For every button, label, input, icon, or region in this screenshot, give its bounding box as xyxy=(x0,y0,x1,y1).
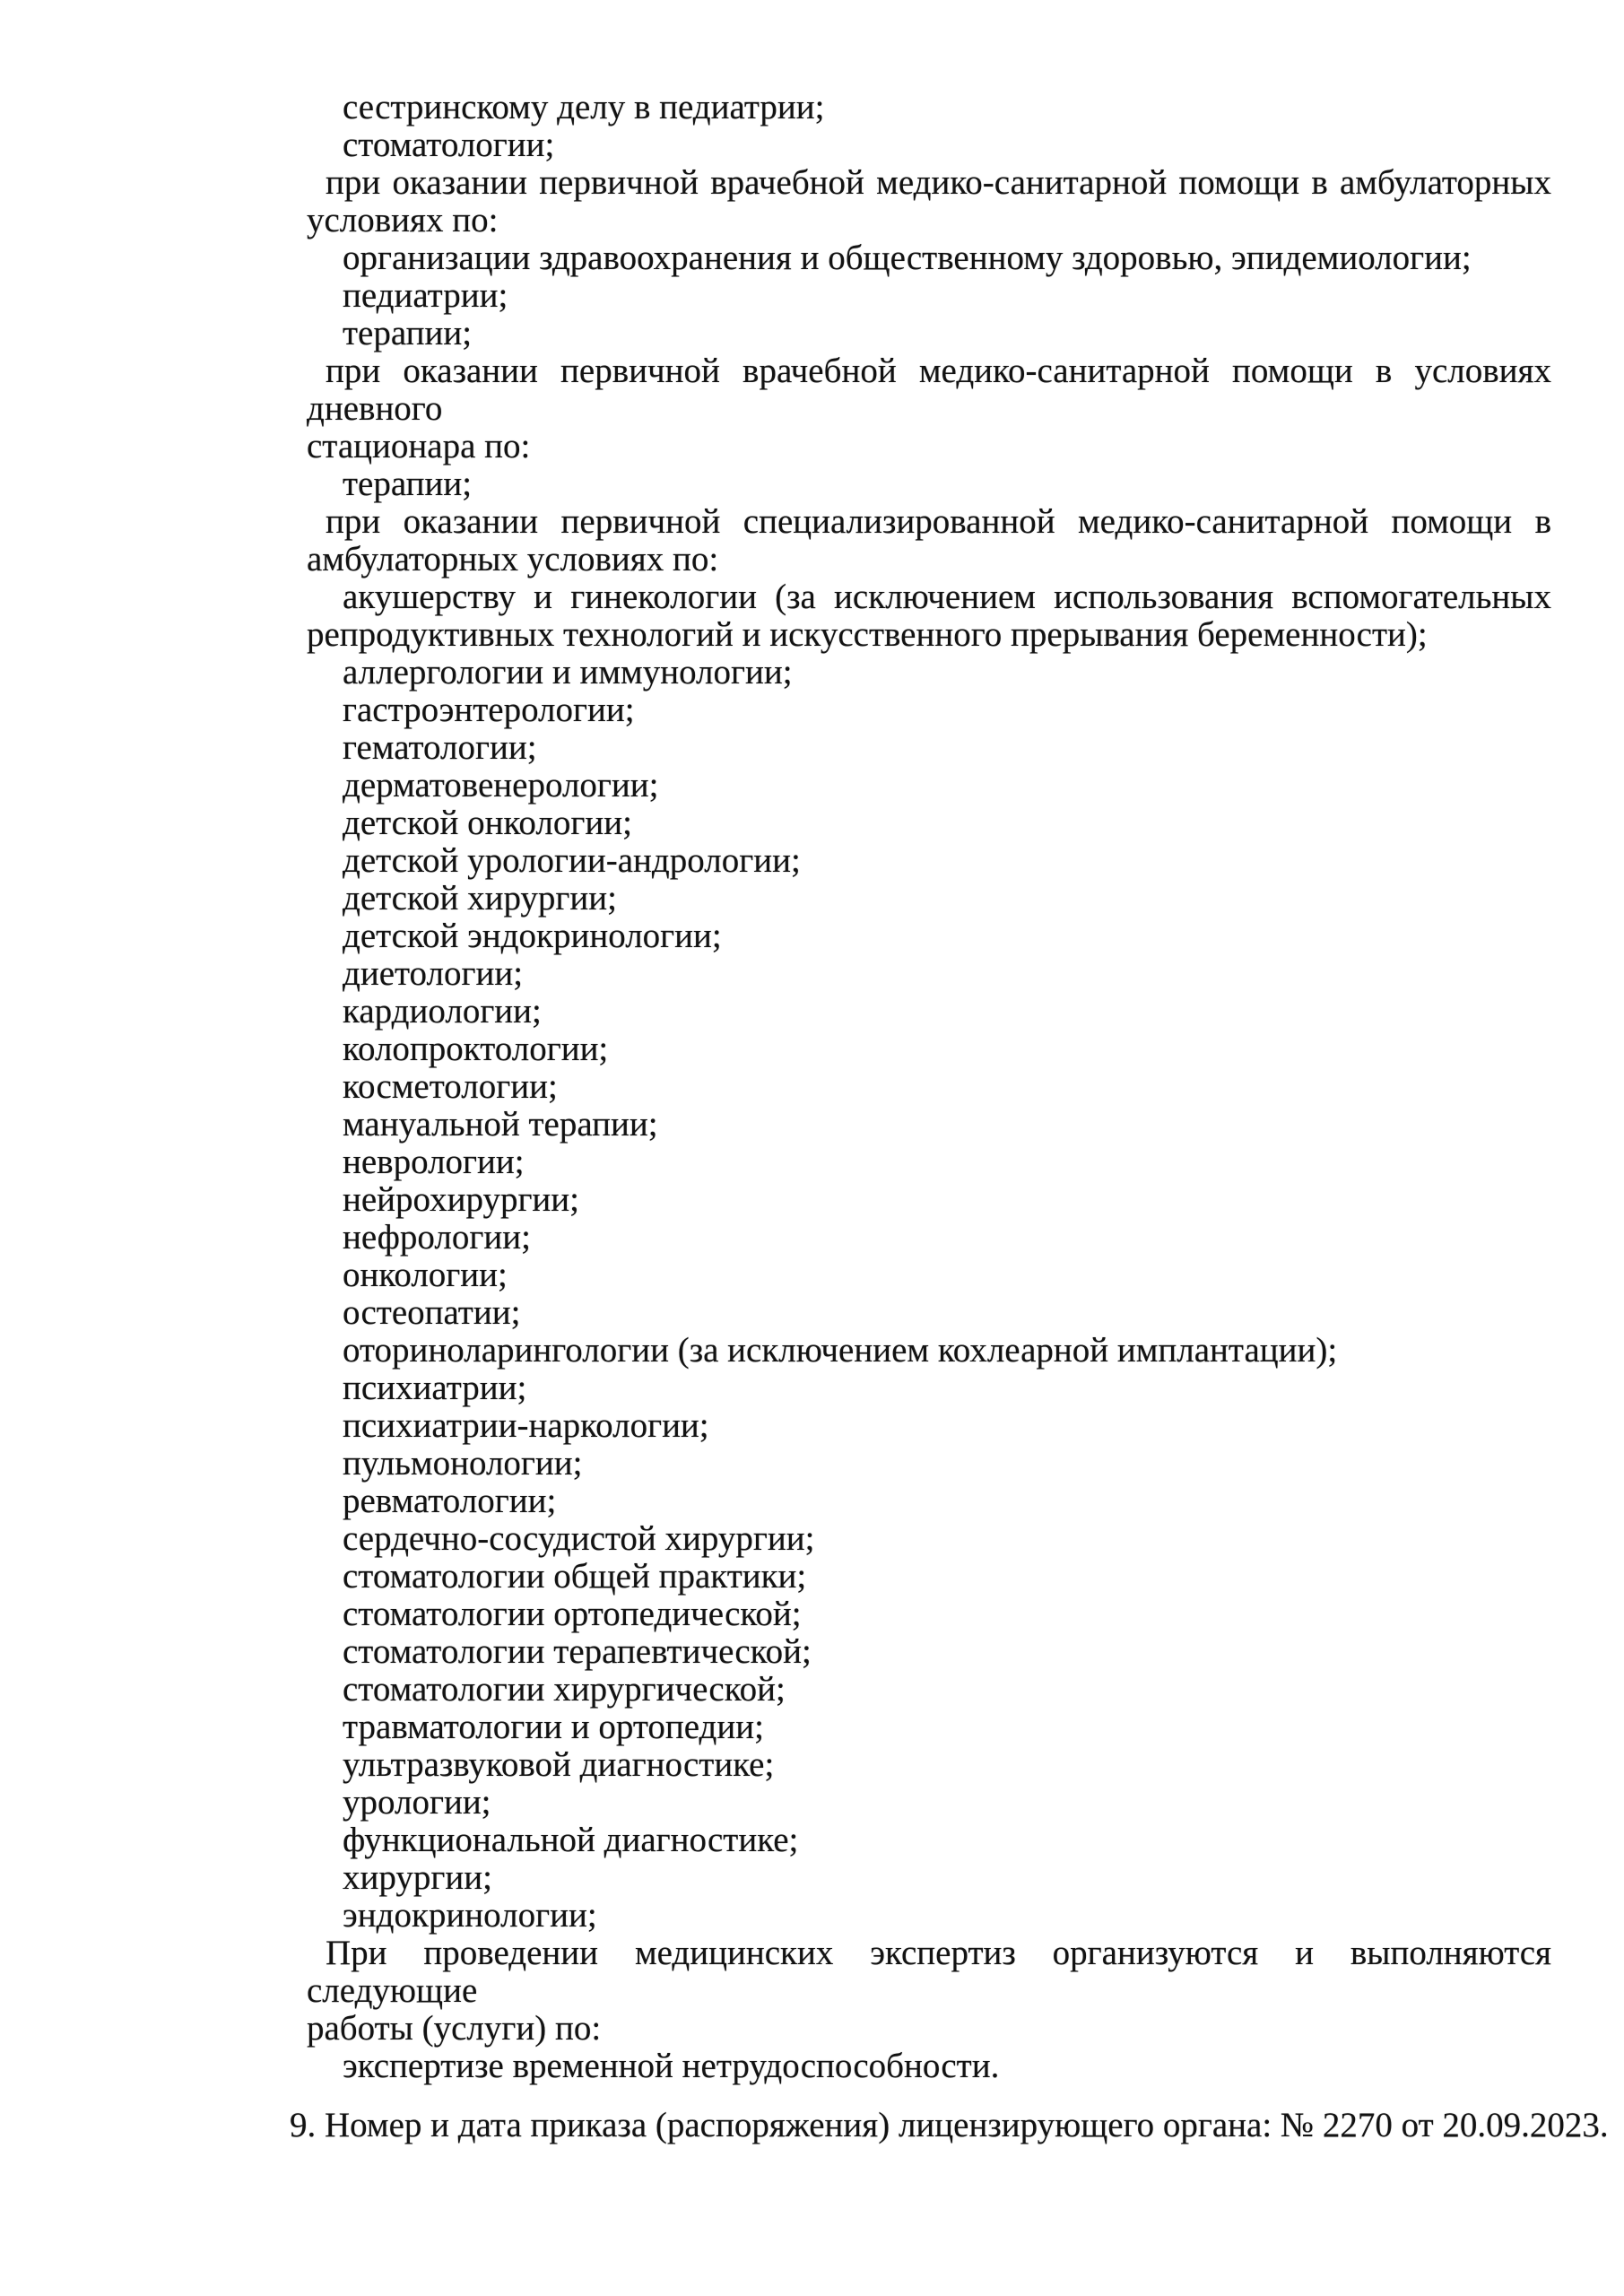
document-line: онкологии; xyxy=(343,1256,508,1294)
document-line: при оказании первичной врачебной медико-санитарной помощи в амбулаторных xyxy=(326,163,1551,202)
document-line: аллергологии и иммунологии; xyxy=(343,653,793,691)
document-line: диетологии; xyxy=(343,954,524,993)
document-line: ультразвуковой диагностике; xyxy=(343,1745,775,1784)
document-line: косметологии; xyxy=(343,1067,558,1106)
document-line: стоматологии; xyxy=(343,126,555,164)
document-line: экспертизе временной нетрудоспособности. xyxy=(343,2047,1000,2085)
document-line: стоматологии ортопедической; xyxy=(343,1595,802,1633)
document-line: стоматологии общей практики; xyxy=(343,1557,807,1596)
document-line: акушерству и гинекологии (за исключением использования вспомогательных xyxy=(343,578,1551,616)
document-line: психиатрии-наркологии; xyxy=(343,1406,709,1445)
document-line: пульмонологии; xyxy=(343,1444,583,1483)
document-line: стационара по: xyxy=(307,427,531,465)
license-text-block xyxy=(290,88,1609,2144)
document-line: ревматологии; xyxy=(343,1482,557,1520)
document-line: детской урологии-андрологии; xyxy=(343,841,801,880)
document-line: эндокринологии; xyxy=(343,1896,597,1935)
document-line: работы (услуги) по: xyxy=(307,2009,602,2048)
document-line: гематологии; xyxy=(343,728,537,767)
document-line: мануальной терапии; xyxy=(343,1105,658,1144)
document-line: детской онкологии; xyxy=(343,804,632,842)
document-line: амбулаторных условиях по: xyxy=(307,540,719,578)
document-line: сердечно-сосудистой хирургии; xyxy=(343,1519,815,1558)
document-line: неврологии; xyxy=(343,1143,525,1181)
document-line: кардиологии; xyxy=(343,992,542,1031)
document-line: при оказании первичной врачебной медико-санитарной помощи в условиях дневного xyxy=(307,352,1551,428)
document-line: терапии; xyxy=(343,314,473,352)
document-line: хирургии; xyxy=(343,1858,492,1897)
document-line: нефрологии; xyxy=(343,1218,531,1257)
document-line: остеопатии; xyxy=(343,1293,521,1332)
document-line: травматологии и ортопедии; xyxy=(343,1708,764,1746)
document-line: организации здравоохранения и общественному здоровью, эпидемиологии; xyxy=(343,239,1472,277)
document-line: При проведении медицинских экспертиз организуются и выполняются следующие xyxy=(307,1934,1551,2010)
document-line: педиатрии; xyxy=(343,276,508,315)
document-line: психиатрии; xyxy=(343,1369,527,1407)
document-line: дерматовенерологии; xyxy=(343,766,659,804)
document-line: при оказании первичной специализированной медико-санитарной помощи в xyxy=(326,502,1551,541)
document-line: детской эндокринологии; xyxy=(343,917,722,955)
document-line: стоматологии терапевтической; xyxy=(343,1632,812,1671)
document-line: сестринскому делу в педиатрии; xyxy=(343,88,825,126)
clause-9-order-number: 9. Номер и дата приказа (распоряжения) лицензирующего органа: № 2270 от 20.09.2023. xyxy=(290,2106,1609,2144)
document-line: гастроэнтерологии; xyxy=(343,691,635,729)
document-line: условиях по: xyxy=(307,201,499,239)
document-line: терапии; xyxy=(343,465,473,503)
document-line: урологии; xyxy=(343,1783,491,1822)
document-line: колопроктологии; xyxy=(343,1030,609,1068)
document-line: функциональной диагностике; xyxy=(343,1821,799,1859)
document-line: нейрохирургии; xyxy=(343,1180,580,1219)
document-line: стоматологии хирургической; xyxy=(343,1670,786,1709)
document-line: репродуктивных технологий и искусственного прерывания беременности); xyxy=(307,615,1428,654)
document-line: детской хирургии; xyxy=(343,879,618,918)
license-works-list xyxy=(307,89,1551,2085)
document-line: оториноларингологии (за исключением кохлеарной имплантации); xyxy=(343,1331,1338,1370)
